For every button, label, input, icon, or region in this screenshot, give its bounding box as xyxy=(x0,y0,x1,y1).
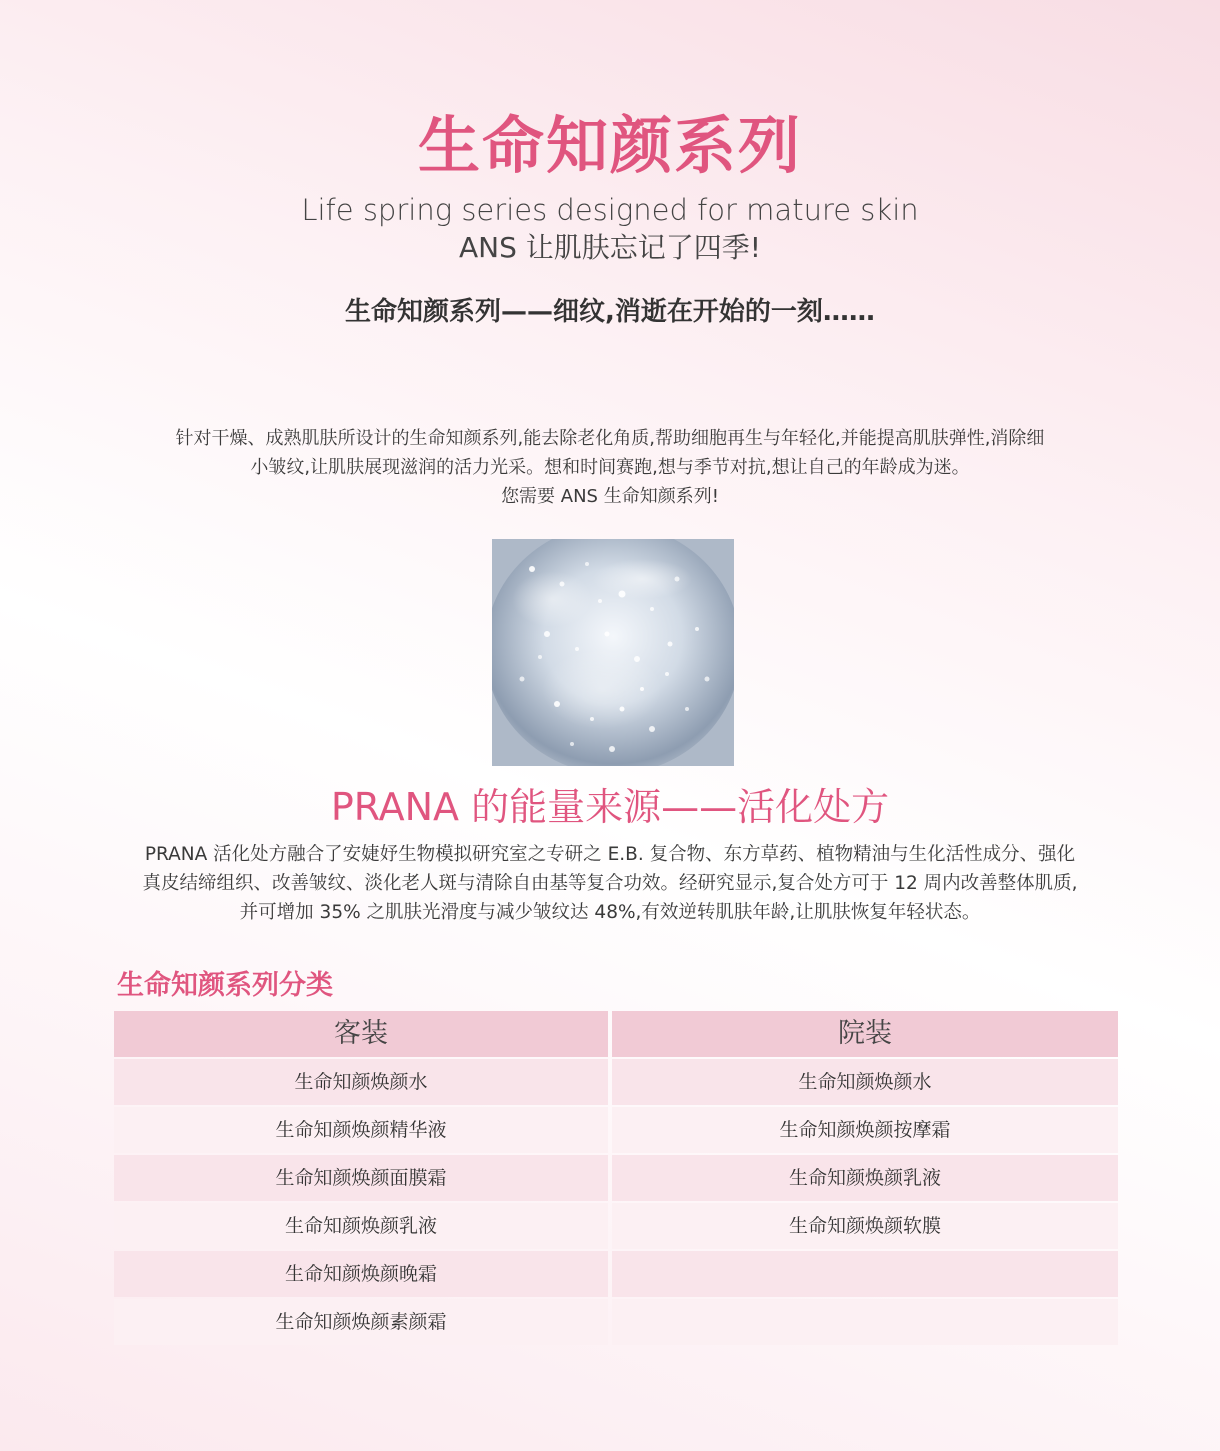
table-cell: 生命知颜焕颜软膜 xyxy=(612,1203,1118,1249)
intro-paragraph xyxy=(110,424,1110,511)
prana-section-title: PRANA 的能量来源——活化处方 xyxy=(330,785,890,829)
intro-line: 针对干燥、成熟肌肤所设计的生命知颜系列,能去除老化角质,帮助细胞再生与年轻化,并能提高肌肤弹性,消除细 xyxy=(175,428,1045,449)
table-cell xyxy=(612,1251,1118,1297)
table-cell: 生命知颜焕颜水 xyxy=(612,1059,1118,1105)
intro-line: 小皱纹,让肌肤展现滋润的活力光采。想和时间赛跑,想与季节对抗,想让自己的年龄成为迷。 xyxy=(250,457,970,478)
table-cell: 生命知颜焕颜乳液 xyxy=(612,1155,1118,1201)
table-cell: 生命知颜焕颜面膜霜 xyxy=(114,1155,608,1201)
table-row xyxy=(114,1251,1118,1297)
classification-title: 生命知颜系列分类 xyxy=(117,970,333,1001)
table-cell: 生命知颜焕颜精华液 xyxy=(114,1107,608,1153)
table-cell: 生命知颜焕颜水 xyxy=(114,1059,608,1105)
table-header-row xyxy=(114,1011,1118,1057)
prana-line: 真皮结缔组织、改善皱纹、淡化老人斑与清除自由基等复合功效。经研究显示,复合处方可于 12 周内改善整体肌质, xyxy=(142,873,1078,894)
prana-description xyxy=(100,840,1120,927)
column-header-salon: 院装 xyxy=(612,1011,1118,1057)
water-droplet-image xyxy=(492,539,734,766)
classification-table xyxy=(114,1011,1118,1347)
table-cell: 生命知颜焕颜按摩霜 xyxy=(612,1107,1118,1153)
tagline: 生命知颜系列——细纹,消逝在开始的一刻…… xyxy=(345,297,875,327)
table-cell: 生命知颜焕颜素颜霜 xyxy=(114,1299,608,1345)
column-header-retail: 客装 xyxy=(114,1011,608,1057)
table-cell: 生命知颜焕颜乳液 xyxy=(114,1203,608,1249)
water-droplet-graphic xyxy=(492,539,734,766)
prana-line: 并可增加 35% 之肌肤光滑度与减少皱纹达 48%,有效逆转肌肤年龄,让肌肤恢复年轻状态。 xyxy=(239,902,981,923)
table-cell xyxy=(612,1299,1118,1345)
table-row xyxy=(114,1155,1118,1201)
table-row xyxy=(114,1299,1118,1345)
intro-line: 您需要 ANS 生命知颜系列! xyxy=(501,486,719,507)
table-cell: 生命知颜焕颜晚霜 xyxy=(114,1251,608,1297)
prana-line: PRANA 活化处方融合了安婕妤生物模拟研究室之专研之 E.B. 复合物、东方草药、植物精油与生化活性成分、强化 xyxy=(144,844,1076,865)
page-title: 生命知颜系列 xyxy=(417,109,802,182)
subtitle-chinese: ANS 让肌肤忘记了四季! xyxy=(459,231,761,264)
table-row xyxy=(114,1203,1118,1249)
subtitle-english: Life spring series designed for mature skin xyxy=(301,193,919,227)
table-row xyxy=(114,1107,1118,1153)
table-row xyxy=(114,1059,1118,1105)
